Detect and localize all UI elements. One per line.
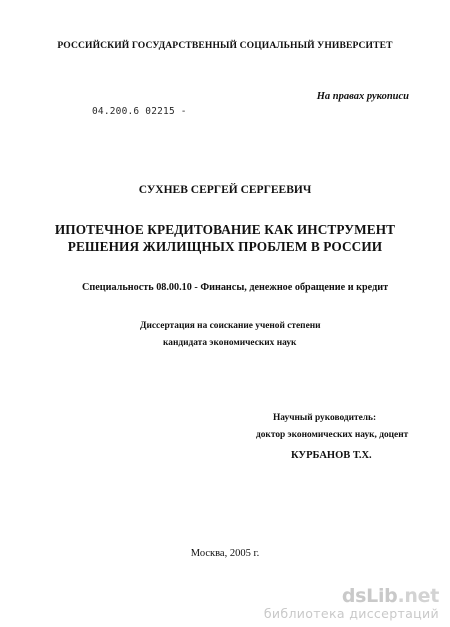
supervisor-title: доктор экономических наук, доцент [256,430,409,440]
dissertation-title-line-1: ИПОТЕЧНОЕ КРЕДИТОВАНИЕ КАК ИНСТРУМЕНТ [54,222,396,237]
dslib-subtitle: библиотека диссертаций [263,606,439,622]
dslib-logo-main: dsLib [341,585,398,608]
archive-stamp-code: 04.200.6 02215 - [92,106,187,117]
rights-notice: На правах рукописи [316,91,409,102]
place-and-year: Москва, 2005 г. [190,548,260,559]
dslib-logo-tld: .net [397,585,439,608]
degree-line-1: Диссертация на соискание ученой степени [140,321,321,331]
supervisor-name: КУРБАНОВ Т.Х. [291,450,372,461]
degree-line-2: кандидата экономических наук [163,338,297,348]
dslib-logo [264,587,439,606]
author-name: СУХНЕВ СЕРГЕЙ СЕРГЕЕВИЧ [138,184,312,196]
dissertation-title-line-2: РЕШЕНИЯ ЖИЛИЩНЫХ ПРОБЛЕМ В РОССИИ [67,239,383,254]
dslib-watermark [264,587,439,621]
supervisor-label: Научный руководитель: [273,413,377,423]
university-name: РОССИЙСКИЙ ГОСУДАРСТВЕННЫЙ СОЦИАЛЬНЫЙ УНИВЕРСИТЕТ [57,40,393,51]
specialty-line: Специальность 08.00.10 - Финансы, денежное обращение и кредит [82,282,389,293]
